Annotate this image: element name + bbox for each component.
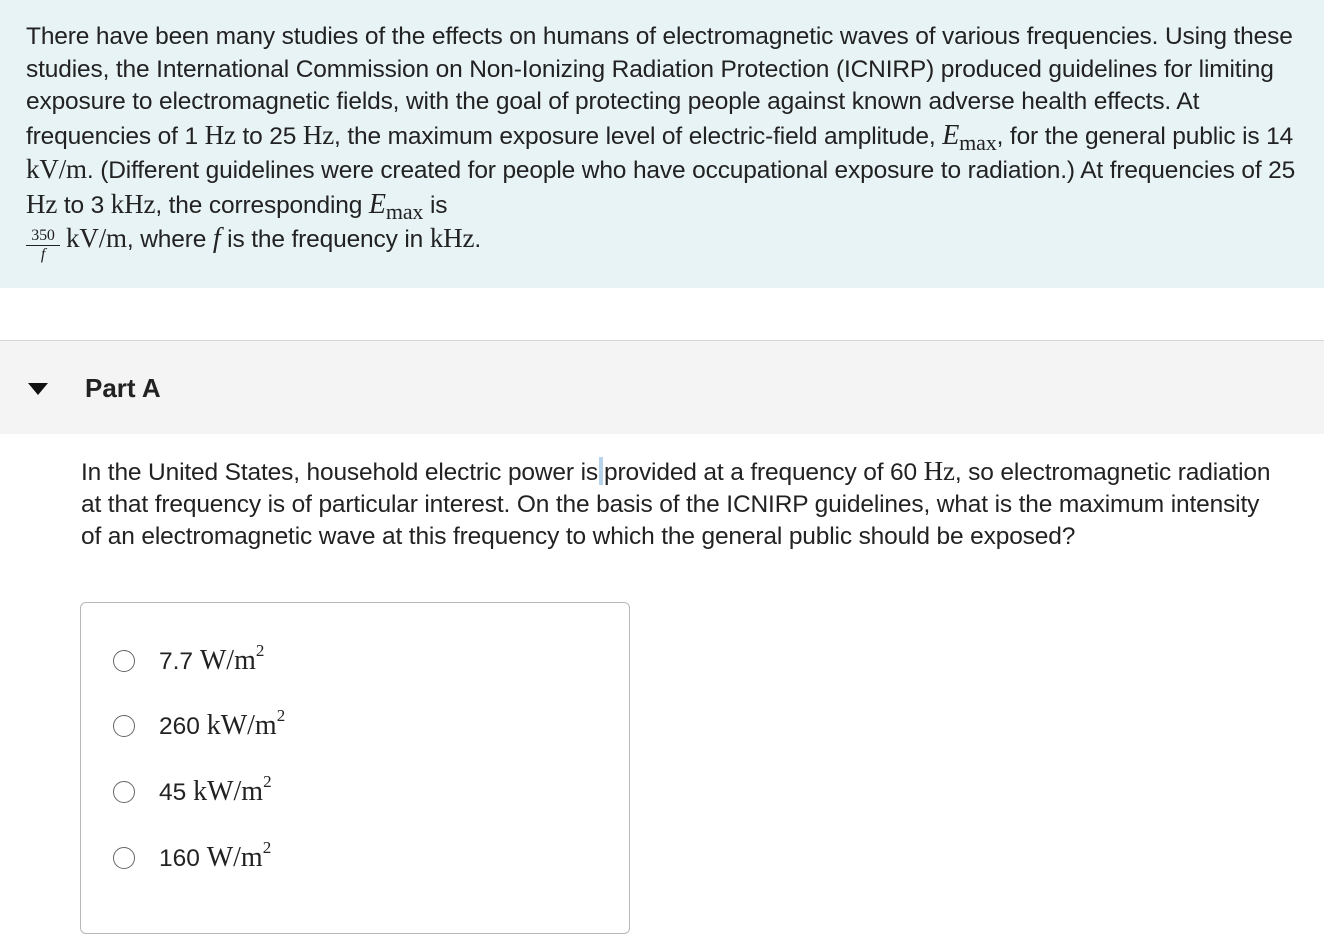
question-text: In the United States, household electric power is provided at a frequency of 60 Hz, so electromagnetic radiation at that frequency is of particular interest. On the basis of the ICNIRP guidelines, what is the maximum intensity of an electromagnetic wave at this frequency to which the general public should be exposed? (81, 456, 1271, 550)
radio-button[interactable] (113, 715, 135, 737)
choice-label: 160 $W/m^2$ (159, 838, 272, 873)
intro-text: There have been many studies of the effects on humans of electromagnetic waves of various frequencies. Using these studies, the International Commission on Non-Ionizing Radiation Protection (ICNIRP) produced guidelines for limiting exposure to electromagnetic fields, with the goal of protecting people against known adverse health effects. At frequencies of 1 Hz to 25 Hz, the maximum exposure level of electric-field amplitude, Emax, for the general public is 14 kV/m. (Different guidelines were created for people who have occupational exposure to radiation.) At frequencies of 25 Hz to 3 kHz, the corresponding Emax is $\frac{350}{f}$ kV/m, where f is the frequency in kHz. (26, 23, 1296, 263)
radio-button[interactable] (113, 781, 135, 803)
radio-button[interactable] (113, 650, 135, 672)
choice-option[interactable] (113, 706, 285, 746)
choice-label: 260 $kW/m^2$ (159, 706, 286, 741)
choice-option[interactable] (113, 838, 271, 878)
fraction-350-over-f: $\frac{350}{f}$ (26, 228, 60, 264)
choice-label: 45 $kW/m^2$ (159, 772, 272, 807)
caret-down-icon[interactable] (28, 383, 48, 395)
part-title: Part A (85, 373, 161, 403)
choice-label: 7.7 $W/m^2$ (159, 641, 265, 676)
choice-option[interactable] (113, 641, 264, 681)
part-a-header[interactable] (0, 340, 1324, 434)
answer-choices (80, 602, 630, 934)
intro-panel (0, 0, 1324, 288)
text-cursor (599, 457, 603, 485)
radio-button[interactable] (113, 847, 135, 869)
choice-option[interactable] (113, 772, 272, 812)
